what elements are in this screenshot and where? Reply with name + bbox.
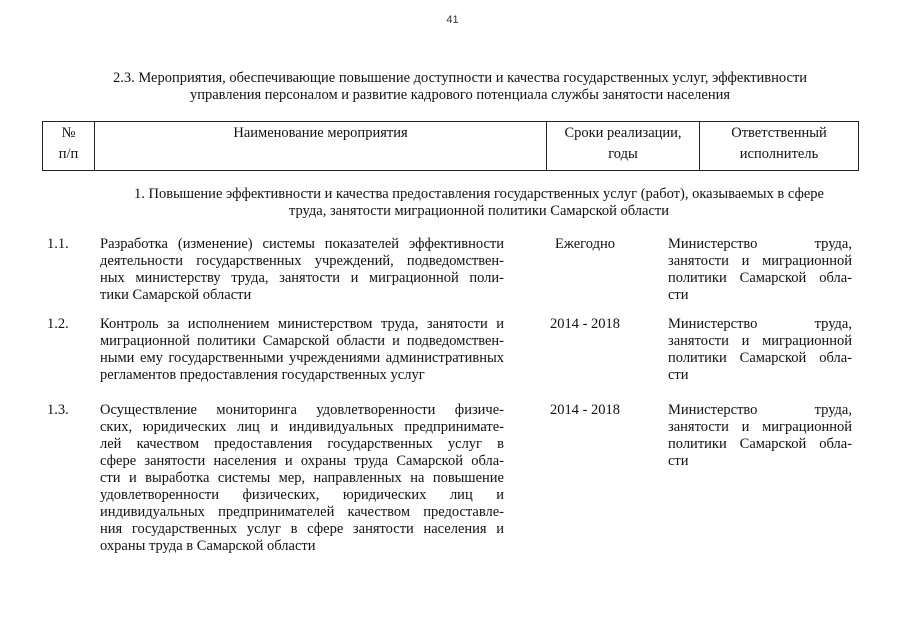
row-name-line: охраны труда в Самарской области — [100, 538, 316, 554]
subsection-title-line: труда, занятости миграционной политики Самарской области — [288, 203, 670, 219]
row-name-line: ными ему государственными учреждениями административных — [100, 350, 504, 366]
page-number: 41 — [446, 14, 459, 26]
row-responsible-line: Министерство труда, — [668, 402, 852, 418]
row-responsible-line: сти — [668, 367, 689, 383]
row-name-line: Осуществление мониторинга удовлетворенности физиче- — [100, 402, 504, 418]
section-title — [60, 70, 860, 104]
row-responsible-line: сти — [668, 453, 689, 469]
row-responsible — [668, 402, 852, 470]
header-number-label: п/п — [58, 146, 79, 162]
row-name — [100, 236, 504, 304]
row-term: 2014 - 2018 — [549, 316, 621, 332]
row-term: 2014 - 2018 — [549, 402, 621, 418]
row-name-line: сфере занятости населения и охраны труда Самарской обла- — [100, 453, 504, 469]
header-responsible-label: исполнитель — [739, 146, 819, 162]
row-responsible-line: занятости и миграционной — [668, 419, 852, 435]
row-name-line: ных министерству труда, занятости и миграционной поли- — [100, 270, 504, 286]
row-responsible-line: сти — [668, 287, 689, 303]
row-name-line: миграционной политики Самарской области и подведомствен- — [100, 333, 504, 349]
row-name-line: тики Самарской области — [100, 287, 252, 303]
row-responsible-line: политики Самарской обла- — [668, 270, 852, 286]
row-name — [100, 316, 504, 384]
table-header — [42, 121, 859, 171]
row-name-line: ских, юридических лиц и индивидуальных предпринимате- — [100, 419, 504, 435]
header-name-label: Наименование мероприятия — [233, 125, 408, 141]
row-responsible — [668, 236, 852, 304]
row-number: 1.2. — [47, 316, 69, 332]
subsection-title — [100, 186, 858, 220]
row-responsible-line: Министерство труда, — [668, 236, 852, 252]
row-responsible-line: занятости и миграционной — [668, 253, 852, 269]
row-name-line: удовлетворенности физических, юридических лиц и — [100, 487, 504, 503]
section-title-line: 2.3. Мероприятия, обеспечивающие повышение доступности и качества государственных услуг, эффективности — [112, 70, 808, 86]
row-responsible-line: занятости и миграционной — [668, 333, 852, 349]
row-name-line: сти и выработка системы мер, направленных на повышение — [100, 470, 504, 486]
header-responsible-cell — [700, 122, 859, 171]
row-responsible-line: политики Самарской обла- — [668, 436, 852, 452]
row-name-line: деятельности государственных учреждений, подведомствен- — [100, 253, 504, 269]
header-term-label: годы — [608, 146, 638, 162]
header-responsible-label: Ответственный — [731, 125, 827, 141]
section-title-line: управления персоналом и развитие кадрового потенциала службы занятости населения — [189, 87, 731, 103]
row-number: 1.3. — [47, 402, 69, 418]
row-name-line: Разработка (изменение) системы показателей эффективности — [100, 236, 504, 252]
row-responsible-line: Министерство труда, — [668, 316, 852, 332]
row-name-line: индивидуальных предпринимателей качеством предоставле- — [100, 504, 504, 520]
row-responsible-line: политики Самарской обла- — [668, 350, 852, 366]
row-name-line: лей качеством предоставления государственных услуг в — [100, 436, 504, 452]
row-name-line: ния государственных услуг в сфере занятости населения и — [100, 521, 504, 537]
row-name-line: Контроль за исполнением министерством труда, занятости и — [100, 316, 504, 332]
header-number-cell — [43, 122, 95, 171]
row-term: Ежегодно — [555, 236, 615, 252]
header-name-cell — [95, 122, 547, 171]
header-number-label: № — [61, 125, 76, 141]
header-term-label: Сроки реализации, — [564, 125, 682, 141]
row-name — [100, 402, 504, 555]
header-term-cell — [547, 122, 700, 171]
row-name-line: регламентов предоставления государственных услуг — [100, 367, 425, 383]
row-number: 1.1. — [47, 236, 69, 252]
row-responsible — [668, 316, 852, 384]
subsection-title-line: 1. Повышение эффективности и качества предоставления государственных услуг (работ), оказываемых в сфере — [134, 186, 824, 202]
